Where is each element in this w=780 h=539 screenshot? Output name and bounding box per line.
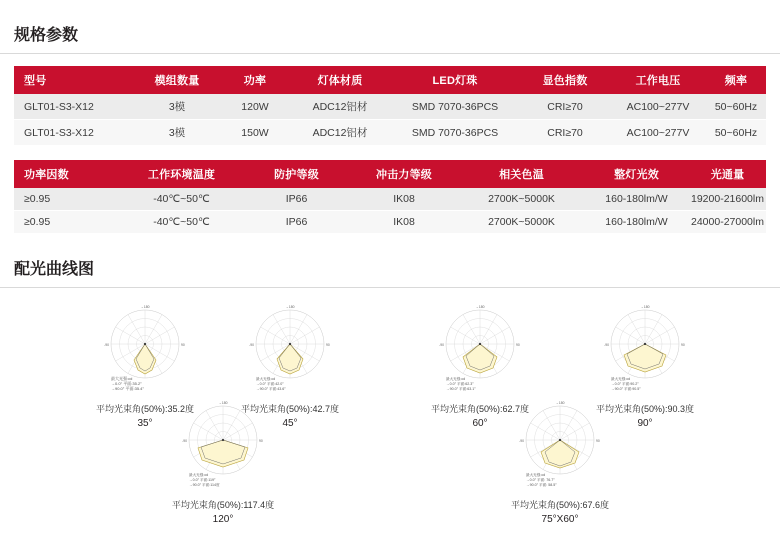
svg-text:→180: →180: [140, 305, 150, 309]
cell-model: GLT01-S3-X12: [14, 120, 134, 146]
table-row: [14, 211, 766, 234]
curve-label: 90°: [637, 418, 653, 429]
svg-text:→180: →180: [285, 305, 295, 309]
curve-caption: 平均光束角(50%):42.7度: [240, 404, 340, 414]
polar-diagram-icon: [485, 401, 635, 496]
curve-label: 35°: [137, 418, 153, 429]
table-header-row: [14, 66, 766, 94]
cell-power-factor: ≥0.95: [14, 211, 119, 234]
cell-modules: 3模: [134, 120, 220, 146]
polar-diagram-icon: [70, 305, 220, 400]
svg-text:最大光强:cd: 最大光强:cd: [446, 377, 466, 381]
curve-label: 120°: [212, 514, 234, 525]
curve-120: [148, 401, 298, 525]
cell-led: SMD 7070-36PCS: [390, 94, 520, 120]
curve-label: 60°: [472, 418, 488, 429]
page-title: 规格参数: [14, 27, 79, 44]
cell-lumen: 19200-21600lm: [689, 188, 766, 211]
svg-text:→90.0° 平面:90.5°: →90.0° 平面:90.5°: [611, 387, 641, 391]
polar-diagram-icon: [215, 305, 365, 400]
cell-ik-rating: IK08: [349, 188, 459, 211]
svg-text:90: 90: [259, 439, 263, 443]
col-operating-temp: 工作环境温度: [119, 160, 244, 188]
curve-caption: 平均光束角(50%):117.4度: [171, 500, 275, 510]
cell-cri: CRI≥70: [520, 120, 610, 146]
svg-text:-90: -90: [104, 343, 109, 347]
curves-title: 配光曲线图: [14, 261, 95, 278]
svg-text:→90.0° 平面:63.1°: →90.0° 平面:63.1°: [446, 387, 476, 391]
cell-cct: 2700K~5000K: [459, 188, 584, 211]
svg-text:→0.0° 平面:62.3°: →0.0° 平面:62.3°: [446, 382, 474, 386]
col-ik-rating: 冲击力等级: [349, 160, 459, 188]
svg-text:最大光强:cd: 最大光强:cd: [611, 377, 631, 381]
svg-text:-90: -90: [519, 439, 524, 443]
svg-text:→0.0° 平面:42.0°: →0.0° 平面:42.0°: [256, 382, 284, 386]
svg-text:→90.0° 平面:43.6°: →90.0° 平面:43.6°: [256, 387, 286, 391]
cell-cct: 2700K~5000K: [459, 211, 584, 234]
cell-ip-rating: IP66: [244, 211, 349, 234]
cell-power: 150W: [220, 120, 290, 146]
svg-text:→180: →180: [640, 305, 650, 309]
col-frequency: 频率: [706, 66, 766, 94]
cell-housing: ADC12铝材: [290, 120, 390, 146]
svg-text:最大光强:cd: 最大光强:cd: [256, 377, 276, 381]
curve-caption: 平均光束角(50%):35.2度: [95, 404, 195, 414]
photometric-curves: [0, 294, 780, 539]
svg-text:-90: -90: [439, 343, 444, 347]
svg-text:→90.0° 平面:35.4°: →90.0° 平面:35.4°: [111, 386, 144, 391]
svg-text:最大光强:cd: 最大光强:cd: [526, 473, 546, 477]
svg-text:最大光强:cd: 最大光强:cd: [189, 473, 209, 477]
col-cct: 相关色温: [459, 160, 584, 188]
cell-frequency: 50~60Hz: [706, 94, 766, 120]
cell-voltage: AC100~277V: [610, 120, 706, 146]
svg-text:→0.0° 平面:90.2°: →0.0° 平面:90.2°: [611, 382, 639, 386]
svg-text:→180: →180: [555, 401, 565, 405]
svg-text:→90.0° 平面: 58.5°: →90.0° 平面: 58.5°: [526, 483, 557, 487]
cell-frequency: 50~60Hz: [706, 120, 766, 146]
svg-text:→90.0° 平面:114度: →90.0° 平面:114度: [189, 483, 220, 487]
curve-caption: 平均光束角(50%):62.7度: [430, 404, 530, 414]
cell-power: 120W: [220, 94, 290, 120]
svg-text:-90: -90: [249, 343, 254, 347]
svg-text:→0.0° 平面: 76.7°: →0.0° 平面: 76.7°: [526, 478, 555, 482]
col-led: LED灯珠: [390, 66, 520, 94]
svg-text:90: 90: [326, 343, 330, 347]
col-lumen: 光通量: [689, 160, 766, 188]
cell-efficacy: 160-180lm/W: [584, 211, 689, 234]
polar-diagram-icon: [405, 305, 555, 400]
col-housing: 灯体材质: [290, 66, 390, 94]
curve-75x60: [485, 401, 635, 525]
svg-text:→0.0° 平面:119°: →0.0° 平面:119°: [189, 478, 216, 482]
table-row: [14, 188, 766, 211]
curve-label: 75°X60°: [541, 514, 579, 525]
col-power-factor: 功率因数: [14, 160, 119, 188]
polar-diagram-icon: [570, 305, 720, 400]
cell-housing: ADC12铝材: [290, 94, 390, 120]
cell-cri: CRI≥70: [520, 94, 610, 120]
svg-text:最大光强:cd: 最大光强:cd: [111, 376, 133, 381]
col-modules: 模组数量: [134, 66, 220, 94]
col-ip-rating: 防护等级: [244, 160, 349, 188]
svg-text:90: 90: [681, 343, 685, 347]
divider: [0, 287, 780, 288]
table-row: [14, 120, 766, 146]
col-voltage: 工作电压: [610, 66, 706, 94]
table-row: [14, 94, 766, 120]
cell-led: SMD 7070-36PCS: [390, 120, 520, 146]
col-power: 功率: [220, 66, 290, 94]
curve-label: 45°: [282, 418, 298, 429]
col-cri: 显色指数: [520, 66, 610, 94]
svg-text:-90: -90: [182, 439, 187, 443]
table-header-row: [14, 160, 766, 188]
cell-ip-rating: IP66: [244, 188, 349, 211]
polar-diagram-icon: [148, 401, 298, 496]
svg-text:→0.0° 平面:35.2°: →0.0° 平面:35.2°: [111, 381, 142, 386]
curve-caption: 平均光束角(50%):67.6度: [510, 500, 610, 510]
cell-ik-rating: IK08: [349, 211, 459, 234]
cell-lumen: 24000-27000lm: [689, 211, 766, 234]
svg-text:90: 90: [596, 439, 600, 443]
svg-text:-90: -90: [604, 343, 609, 347]
col-model: 型号: [14, 66, 134, 94]
cell-efficacy: 160-180lm/W: [584, 188, 689, 211]
cell-modules: 3模: [134, 94, 220, 120]
svg-text:→180: →180: [218, 401, 228, 405]
col-efficacy: 整灯光效: [584, 160, 689, 188]
cell-model: GLT01-S3-X12: [14, 94, 134, 120]
cell-voltage: AC100~277V: [610, 94, 706, 120]
cell-operating-temp: -40℃~50℃: [119, 188, 244, 211]
svg-text:→180: →180: [475, 305, 485, 309]
cell-power-factor: ≥0.95: [14, 188, 119, 211]
svg-text:90: 90: [181, 343, 185, 347]
specs-table-2: [14, 160, 766, 234]
specs-table-1: [14, 66, 766, 146]
svg-text:90: 90: [516, 343, 520, 347]
curve-caption: 平均光束角(50%):90.3度: [595, 404, 695, 414]
cell-operating-temp: -40℃~50℃: [119, 211, 244, 234]
